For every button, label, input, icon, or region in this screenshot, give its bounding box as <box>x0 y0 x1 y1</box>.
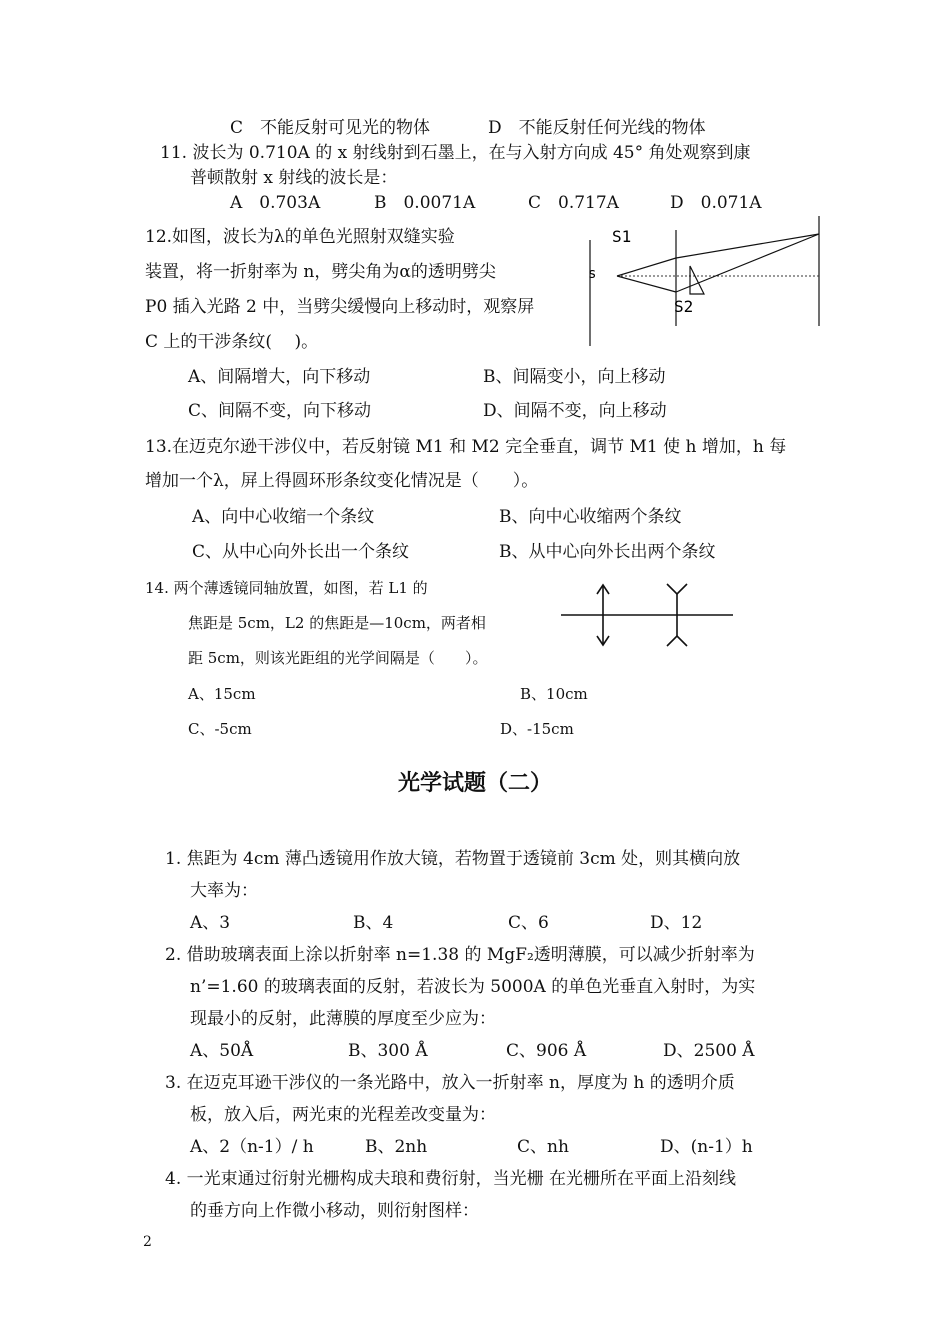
q11-line1: 11. 波长为 0.710A 的 x 射线射到石墨上，在与入射方向成 45° 角处观察到康 <box>160 143 751 163</box>
q11-option-a: A 0.703A <box>230 193 321 213</box>
p3-option-c: C、nh <box>517 1137 569 1157</box>
q13-line2: 增加一个λ，屏上得圆环形条纹变化情况是（ ）。 <box>145 471 539 491</box>
q14-option-b: B、10cm <box>520 685 588 703</box>
q11-option-b: B 0.0071A <box>374 193 476 213</box>
concave-lens-top-fork <box>667 584 687 594</box>
ray-to-s2 <box>617 276 676 292</box>
q13-line1: 13.在迈克尔逊干涉仪中，若反射镜 M1 和 M2 完全垂直，调节 M1 使 h 增加，h 每 <box>145 437 787 457</box>
p1-line1: 1. 焦距为 4cm 薄凸透镜用作放大镜，若物置于透镜前 3cm 处，则其横向放 <box>165 849 741 869</box>
q12-line4: C 上的干涉条纹( )。 <box>145 332 319 352</box>
q14-line2: 焦距是 5cm，L2 的焦距是—10cm，两者相 <box>188 614 486 632</box>
q12-option-b: B、间隔变小，向上移动 <box>483 367 666 387</box>
q12-line3: P0 插入光路 2 中，当劈尖缓慢向上移动时，观察屏 <box>145 297 535 317</box>
q12-option-c: C、间隔不变，向下移动 <box>188 401 372 421</box>
p2-option-d: D、2500 Å <box>663 1041 755 1061</box>
q14-option-c: C、-5cm <box>188 720 252 738</box>
p2-line2: n’=1.60 的玻璃表面的反射，若波长为 5000A 的单色光垂直入射时，为实 <box>190 977 756 997</box>
p1-option-a: A、3 <box>190 913 231 933</box>
lens-system-figure <box>555 580 740 652</box>
q10-option-c: C 不能反射可见光的物体 <box>230 118 431 138</box>
p3-option-b: B、2nh <box>365 1137 428 1157</box>
q13-option-d: B、从中心向外长出两个条纹 <box>499 542 716 562</box>
page-number: 2 <box>143 1234 152 1250</box>
p3-option-a: A、2（n-1）/ h <box>190 1137 314 1157</box>
p1-option-d: D、12 <box>650 913 703 933</box>
p2-option-a: A、50Å <box>190 1041 254 1061</box>
ray-to-s1 <box>617 258 676 276</box>
p2-option-b: B、300 Å <box>348 1041 428 1061</box>
label-s1: S1 <box>612 227 632 246</box>
double-slit-figure <box>580 212 830 352</box>
p2-line3: 现最小的反射，此薄膜的厚度至少应为： <box>190 1009 496 1029</box>
p2-line1: 2. 借助玻璃表面上涂以折射率 n=1.38 的 MgF₂透明薄膜，可以减少折射率为 <box>165 945 755 965</box>
p3-line1: 3. 在迈克耳逊干涉仪的一条光路中，放入一折射率 n，厚度为 h 的透明介质 <box>165 1073 735 1093</box>
p1-option-c: C、6 <box>508 913 549 933</box>
q10-option-d: D 不能反射任何光线的物体 <box>488 118 706 138</box>
ray-s1-to-screen <box>676 234 819 258</box>
q14-option-a: A、15cm <box>188 685 256 703</box>
p3-option-d: D、(n-1）h <box>660 1137 753 1157</box>
section-title: 光学试题（二） <box>397 771 552 796</box>
q12-line1: 12.如图，波长为λ的单色光照射双缝实验 <box>145 227 455 247</box>
q12-line2: 装置，将一折射率为 n，劈尖角为α的透明劈尖 <box>145 262 496 282</box>
label-s2: S2 <box>674 297 694 316</box>
ray-s2-to-screen <box>676 234 819 292</box>
q12-option-d: D、间隔不变，向上移动 <box>483 401 667 421</box>
wedge-p0 <box>690 266 704 294</box>
q12-option-a: A、间隔增大，向下移动 <box>188 367 371 387</box>
p3-line2: 板，放入后，两光束的光程差改变量为： <box>190 1105 496 1125</box>
q13-option-c: C、从中心向外长出一个条纹 <box>192 542 410 562</box>
q13-option-a: A、向中心收缩一个条纹 <box>192 507 375 527</box>
p1-option-b: B、4 <box>353 913 394 933</box>
q14-option-d: D、-15cm <box>500 720 574 738</box>
p1-line2: 大率为： <box>190 881 258 901</box>
p4-line1: 4. 一光束通过衍射光栅构成夫琅和费衍射，当光栅 在光栅所在平面上沿刻线 <box>165 1169 737 1189</box>
label-s: s <box>588 266 597 282</box>
concave-lens-bottom-fork <box>667 636 687 646</box>
q11-option-c: C 0.717A <box>528 193 619 213</box>
q11-line2: 普顿散射 x 射线的波长是： <box>190 168 398 188</box>
q11-option-d: D 0.071A <box>670 193 762 213</box>
p2-option-c: C、906 Å <box>506 1041 587 1061</box>
q13-option-b: B、向中心收缩两个条纹 <box>499 507 682 527</box>
q14-line1: 14. 两个薄透镜同轴放置，如图，若 L1 的 <box>145 579 428 597</box>
p4-line2: 的垂方向上作微小移动，则衍射图样： <box>190 1201 479 1221</box>
q14-line3: 距 5cm，则该光距组的光学间隔是（ ）。 <box>188 649 488 667</box>
